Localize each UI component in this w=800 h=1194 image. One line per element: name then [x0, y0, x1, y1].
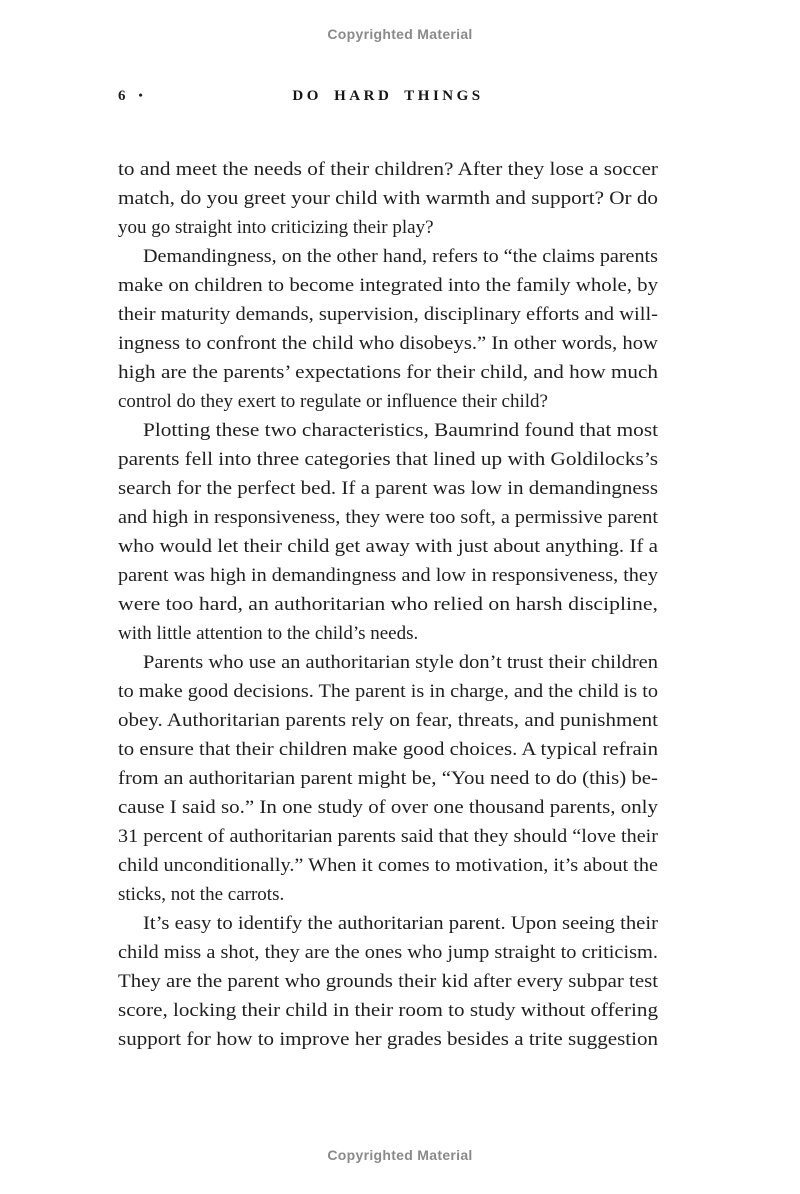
text-line: with little attention to the child’s needs. [118, 623, 419, 644]
copyright-notice-bottom: Copyrighted Material [327, 1147, 473, 1163]
text-line: were too hard, an authoritarian who relied on harsh discipline, [118, 594, 658, 615]
page-body [118, 155, 658, 1054]
text-line: support for how to improve her grades besides a trite suggestion [118, 1029, 658, 1050]
paragraph [118, 242, 658, 416]
text-line: Plotting these two characteristics, Baumrind found that most [143, 420, 658, 441]
paragraph [118, 648, 658, 909]
text-line: high are the parents’ expectations for their child, and how much [118, 362, 658, 383]
text-line: to make good decisions. The parent is in charge, and the child is to [118, 681, 658, 702]
folio [118, 88, 143, 105]
text-line: ingness to confront the child who disobeys.” In other words, how [118, 333, 658, 354]
paragraph [118, 416, 658, 648]
bullet-separator: • [138, 88, 143, 102]
text-line: It’s easy to identify the authoritarian parent. Upon seeing their [143, 913, 658, 934]
text-line: child miss a shot, they are the ones who jump straight to criticism. [118, 942, 658, 963]
text-line: Demandingness, on the other hand, refers to “the claims parents [143, 246, 658, 267]
text-line: their maturity demands, supervision, disciplinary efforts and will- [118, 304, 658, 325]
paragraph [118, 155, 658, 242]
text-line: from an authoritarian parent might be, “You need to do (this) be- [118, 768, 658, 789]
book-title: DO HARD THINGS [292, 88, 484, 104]
text-line: to ensure that their children make good choices. A typical refrain [118, 739, 658, 760]
text-line: sticks, not the carrots. [118, 884, 285, 905]
text-line: child unconditionally.” When it comes to motivation, it’s about the [118, 855, 658, 876]
paragraph [118, 909, 658, 1054]
text-line: 31 percent of authoritarian parents said that they should “love their [118, 826, 658, 847]
text-line: obey. Authoritarian parents rely on fear, threats, and punishment [118, 710, 658, 731]
text-line: search for the perfect bed. If a parent was low in demandingness [118, 478, 658, 499]
text-line: They are the parent who grounds their kid after every subpar test [118, 971, 658, 992]
text-line: parents fell into three categories that lined up with Goldilocks’s [118, 449, 658, 470]
text-line: Parents who use an authoritarian style don’t trust their children [143, 652, 658, 673]
text-line: who would let their child get away with just about anything. If a [118, 536, 658, 557]
text-line: cause I said so.” In one study of over one thousand parents, only [118, 797, 658, 818]
page-number: 6 [118, 88, 126, 104]
text-line: you go straight into criticizing their play? [118, 217, 434, 238]
running-header [118, 88, 658, 110]
text-line: and high in responsiveness, they were too soft, a permissive parent [118, 507, 658, 528]
text-line: to and meet the needs of their children? After they lose a soccer [118, 159, 658, 180]
text-line: control do they exert to regulate or influence their child? [118, 391, 548, 412]
text-line: score, locking their child in their room to study without offering [118, 1000, 658, 1021]
text-line: parent was high in demandingness and low in responsiveness, they [118, 565, 658, 586]
text-line: make on children to become integrated into the family whole, by [118, 275, 658, 296]
text-line: match, do you greet your child with warmth and support? Or do [118, 188, 658, 209]
copyright-notice-top: Copyrighted Material [327, 26, 473, 42]
